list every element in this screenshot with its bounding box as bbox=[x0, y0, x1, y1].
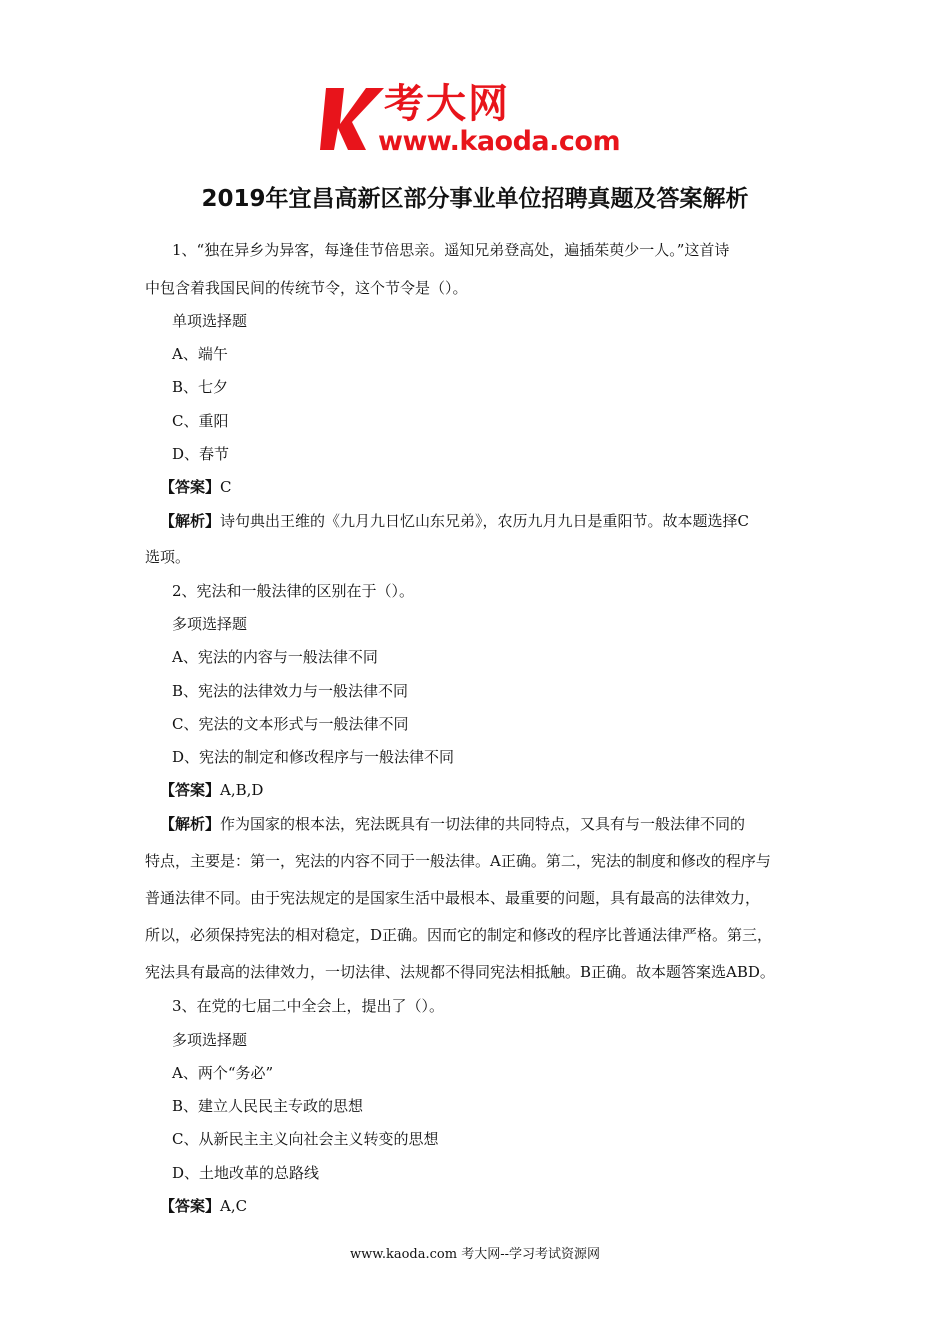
q3-type: 多项选择题 bbox=[172, 1031, 248, 1049]
q3-stem: 3、在党的七届二中全会上，提出了（）。 bbox=[172, 997, 445, 1015]
q1-option-d: D、春节 bbox=[172, 445, 230, 463]
q1-analysis-line2: 选项。 bbox=[145, 548, 191, 566]
kaoda-logo bbox=[318, 82, 638, 162]
q1-option-b: B、七夕 bbox=[172, 378, 229, 396]
q1-type: 单项选择题 bbox=[172, 312, 248, 330]
logo-name: 考大网 bbox=[384, 81, 510, 127]
q2-analysis-line4: 所以，必须保持宪法的相对稳定，D正确。因而它的制定和修改的程序比普通法律严格。第三， bbox=[145, 926, 773, 944]
page-title: 2019年宜昌高新区部分事业单位招聘真题及答案解析 bbox=[201, 186, 749, 212]
q2-analysis-line2: 特点，主要是：第一，宪法的内容不同于一般法律。A正确。第二，宪法的制度和修改的程序与 bbox=[145, 852, 771, 870]
q2-analysis-line5: 宪法具有最高的法律效力，一切法律、法规都不得同宪法相抵触。B正确。故本题答案选ABD。 bbox=[145, 963, 775, 981]
q2-answer: 【答案】A,B,D bbox=[160, 781, 264, 799]
q2-analysis-line3: 普通法律不同。由于宪法规定的是国家生活中最根本、最重要的问题，具有最高的法律效力， bbox=[145, 889, 761, 907]
q2-stem: 2、宪法和一般法律的区别在于（）。 bbox=[172, 582, 415, 600]
q2-option-b: B、宪法的法律效力与一般法律不同 bbox=[172, 682, 409, 700]
q3-option-d: D、土地改革的总路线 bbox=[172, 1164, 320, 1182]
q1-analysis-line1: 【解析】诗句典出王维的《九月九日忆山东兄弟》，农历九月九日是重阳节。故本题选择C bbox=[160, 512, 749, 530]
q3-option-c: C、从新民主主义向社会主义转变的思想 bbox=[172, 1130, 439, 1148]
q2-type: 多项选择题 bbox=[172, 615, 248, 633]
logo-url: www.kaoda.com bbox=[378, 126, 621, 157]
q1-option-c: C、重阳 bbox=[172, 412, 229, 430]
q3-answer: 【答案】A,C bbox=[160, 1197, 248, 1215]
q2-option-c: C、宪法的文本形式与一般法律不同 bbox=[172, 715, 409, 733]
q3-option-b: B、建立人民民主专政的思想 bbox=[172, 1097, 364, 1115]
q1-stem-line1: 1、“独在异乡为异客，每逢佳节倍思亲。遥知兄弟登高处，遍插茱萸少一人。”这首诗 bbox=[172, 241, 730, 259]
q1-option-a: A、端午 bbox=[172, 345, 228, 363]
q1-answer: 【答案】C bbox=[160, 478, 232, 496]
q2-option-a: A、宪法的内容与一般法律不同 bbox=[172, 648, 378, 666]
q1-stem-line2: 中包含着我国民间的传统节令，这个节令是（）。 bbox=[145, 279, 468, 297]
page-footer: www.kaoda.com 考大网--学习考试资源网 bbox=[350, 1247, 600, 1262]
q2-analysis-line1: 【解析】作为国家的根本法，宪法既具有一切法律的共同特点，又具有与一般法律不同的 bbox=[160, 815, 746, 833]
q2-option-d: D、宪法的制定和修改程序与一般法律不同 bbox=[172, 748, 455, 766]
q3-option-a: A、两个“务必” bbox=[172, 1064, 274, 1082]
